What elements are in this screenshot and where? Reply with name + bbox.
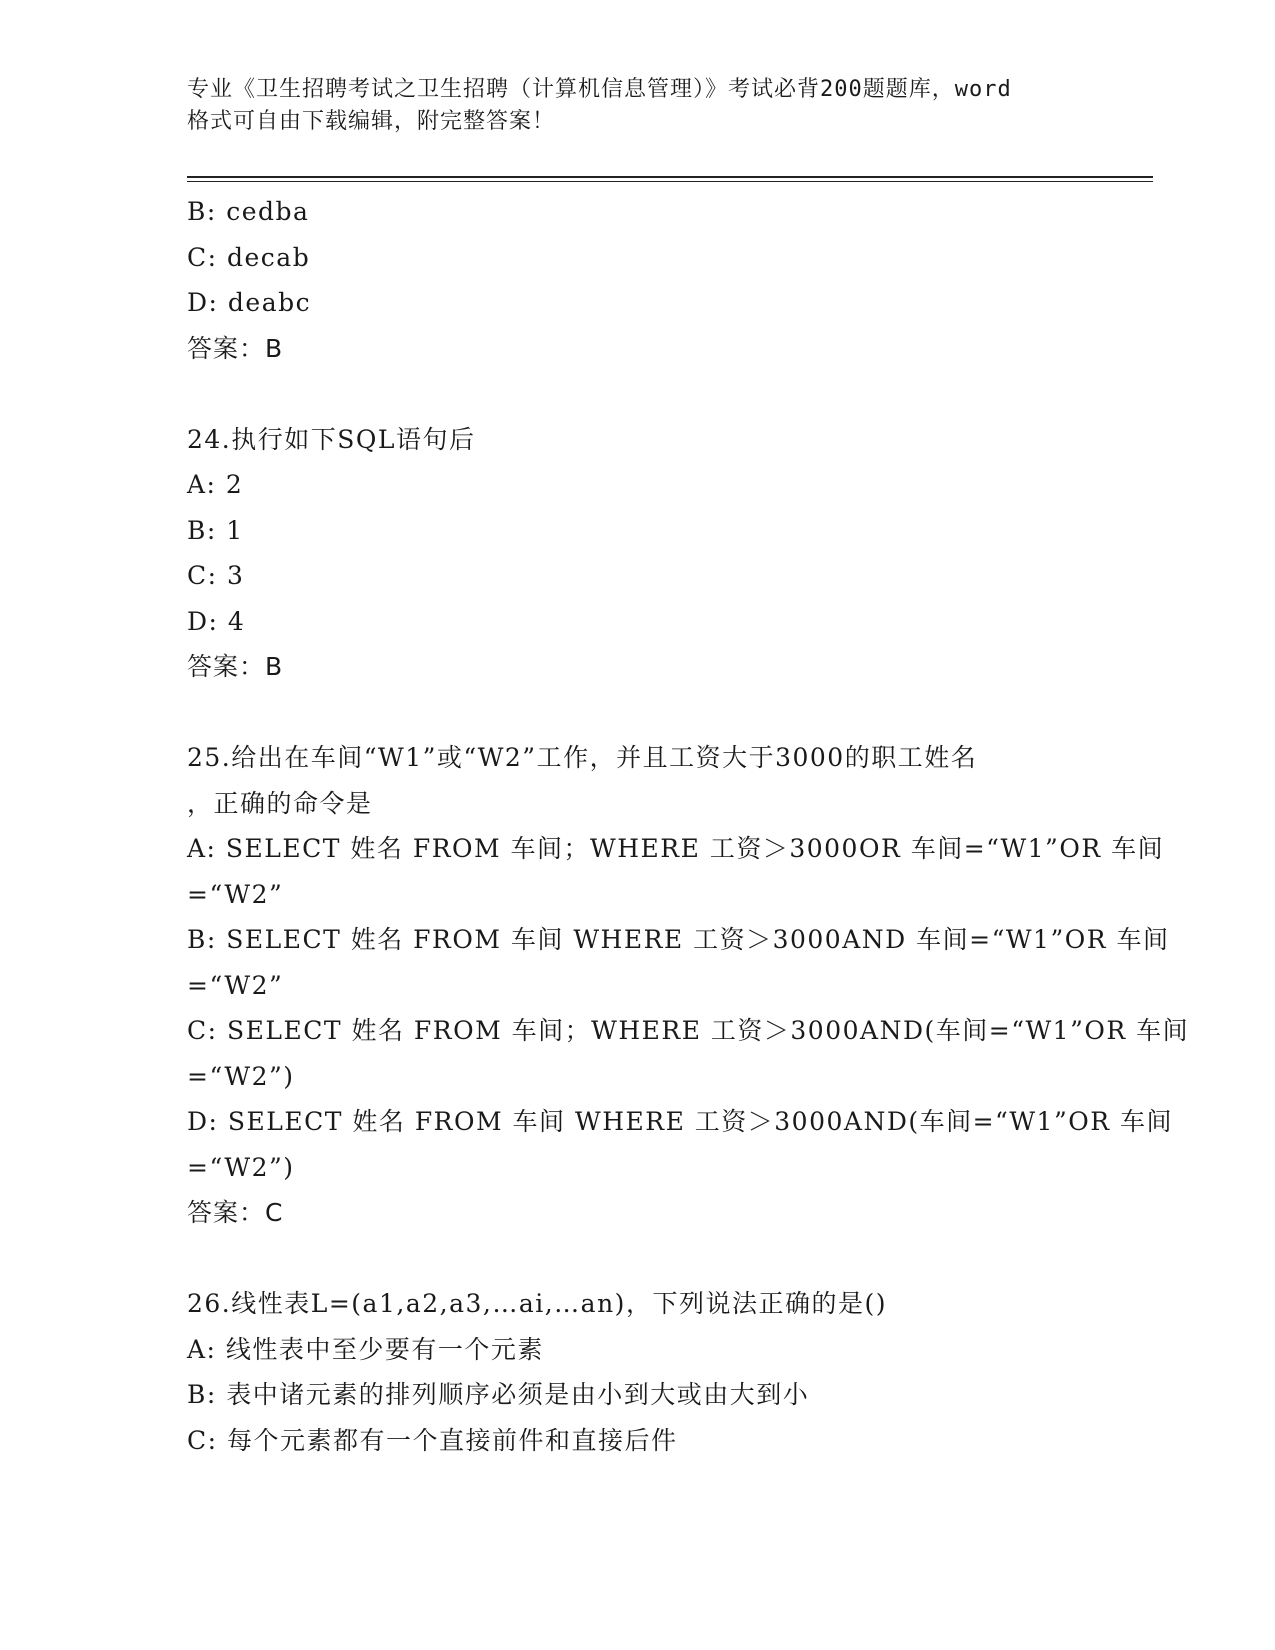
- question-26: [187, 1281, 1087, 1463]
- question-23-tail: [187, 189, 1087, 371]
- option-d-line-1: D: SELECT 姓名 FROM 车间 WHERE 工资＞3000AND(车间=“W1”OR 车间: [187, 1107, 1173, 1136]
- question-24: [187, 417, 1087, 690]
- option-c-line-2: =“W2”): [187, 1061, 295, 1091]
- option-a: A: 线性表中至少要有一个元素: [187, 1334, 544, 1364]
- option-b-line-2: =“W2”: [187, 970, 284, 1000]
- question-stem: 26.线性表L=(a1,a2,a3,…ai,…an)，下列说法正确的是(): [187, 1289, 887, 1318]
- option-b: B: 1: [187, 515, 244, 545]
- option-c: C: 3: [187, 561, 245, 590]
- option-d: D: deabc: [187, 288, 312, 317]
- option-a: A: 2: [187, 470, 244, 499]
- answer-label: 答案：B: [187, 333, 284, 363]
- question-stem-line-2: ，正确的命令是: [187, 788, 373, 818]
- header-divider: [187, 176, 1153, 182]
- spacer: [187, 1236, 1087, 1282]
- option-d: D: 4: [187, 606, 246, 636]
- header-line-1: 专业《卫生招聘考试之卫生招聘（计算机信息管理）》考试必背200题题库，word: [187, 77, 1012, 102]
- header-line-2: 格式可自由下载编辑，附完整答案！: [187, 109, 556, 134]
- spacer: [187, 371, 1087, 417]
- option-c: C: 每个元素都有一个直接前件和直接后件: [187, 1425, 678, 1455]
- option-b-line-1: B: SELECT 姓名 FROM 车间 WHERE 工资＞3000AND 车间=“W1”OR 车间: [187, 925, 1170, 954]
- option-b: B: cedba: [187, 197, 310, 226]
- option-b: B: 表中诸元素的排列顺序必须是由小到大或由大到小: [187, 1380, 810, 1409]
- option-d-line-2: =“W2”): [187, 1152, 295, 1182]
- option-c-line-1: C: SELECT 姓名 FROM 车间；WHERE 工资＞3000AND(车间=“W1”OR 车间: [187, 1016, 1190, 1045]
- option-a-line-1: A: SELECT 姓名 FROM 车间；WHERE 工资＞3000OR 车间=“W1”OR 车间: [187, 834, 1165, 863]
- question-list: [187, 189, 1190, 1463]
- spacer: [187, 690, 1087, 736]
- option-a-line-2: =“W2”: [187, 879, 284, 909]
- question-stem-line-1: 25.给出在车间“W1”或“W2”工作，并且工资大于3000的职工姓名: [187, 743, 978, 772]
- option-c: C: decab: [187, 242, 311, 272]
- answer-label: 答案：C: [187, 1198, 284, 1227]
- page-header: [187, 74, 1087, 138]
- question-25: [187, 735, 1190, 1236]
- answer-label: 答案：B: [187, 652, 284, 681]
- question-stem: 24.执行如下SQL语句后: [187, 424, 476, 454]
